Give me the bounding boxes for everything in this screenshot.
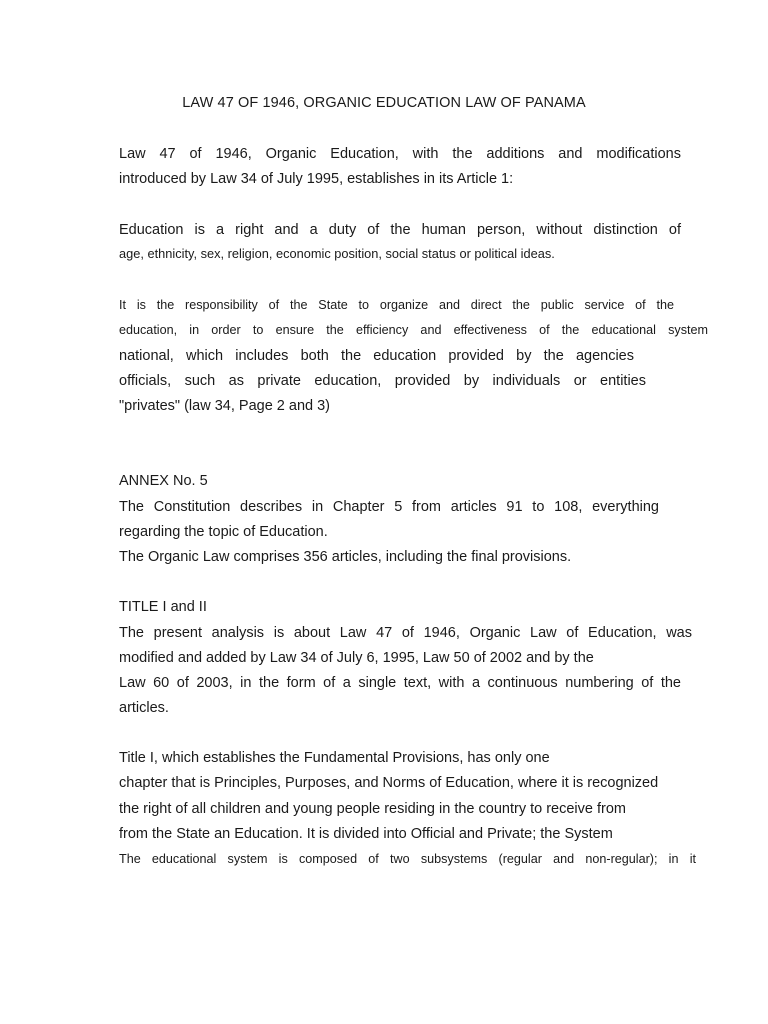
document-title: LAW 47 OF 1946, ORGANIC EDUCATION LAW OF PANAMA <box>182 95 586 111</box>
text-line: introduced by Law 34 of July 1995, establishes in its Article 1: <box>119 171 514 187</box>
text-line: from the State an Education. It is divided into Official and Private; the System <box>119 826 613 842</box>
section-heading: ANNEX No. 5 <box>119 473 208 489</box>
text-line: The educational system is composed of two subsystems (regular and non-regular); in it <box>119 852 696 866</box>
text-line: The Constitution describes in Chapter 5 from articles 91 to 108, everything <box>119 499 659 515</box>
text-line: regarding the topic of Education. <box>119 524 328 540</box>
text-line: Law 60 of 2003, in the form of a single text, with a continuous numbering of the <box>119 675 681 691</box>
text-line: the right of all children and young people residing in the country to receive from <box>119 801 626 817</box>
text-line: age, ethnicity, sex, religion, economic position, social status or political ideas. <box>119 246 555 261</box>
text-line: Education is a right and a duty of the human person, without distinction of <box>119 222 681 238</box>
text-line: chapter that is Principles, Purposes, and Norms of Education, where it is recognized <box>119 775 659 791</box>
text-line: It is the responsibility of the State to organize and direct the public service of the <box>119 298 674 312</box>
text-line: education, in order to ensure the efficiency and effectiveness of the educational system <box>119 323 708 337</box>
text-line: The present analysis is about Law 47 of 1946, Organic Law of Education, was <box>119 625 692 641</box>
text-line: Title I, which establishes the Fundamental Provisions, has only one <box>119 750 550 766</box>
text-line: The Organic Law comprises 356 articles, including the final provisions. <box>119 549 572 565</box>
section-heading: TITLE I and II <box>119 599 207 615</box>
text-line: modified and added by Law 34 of July 6, 1995, Law 50 of 2002 and by the <box>119 650 594 666</box>
text-line: articles. <box>119 700 169 716</box>
text-line: Law 47 of 1946, Organic Education, with the additions and modifications <box>119 146 681 162</box>
text-line: national, which includes both the education provided by the agencies <box>119 348 634 364</box>
text-line: officials, such as private education, provided by individuals or entities <box>119 373 646 389</box>
text-line: "privates" (law 34, Page 2 and 3) <box>119 398 330 414</box>
